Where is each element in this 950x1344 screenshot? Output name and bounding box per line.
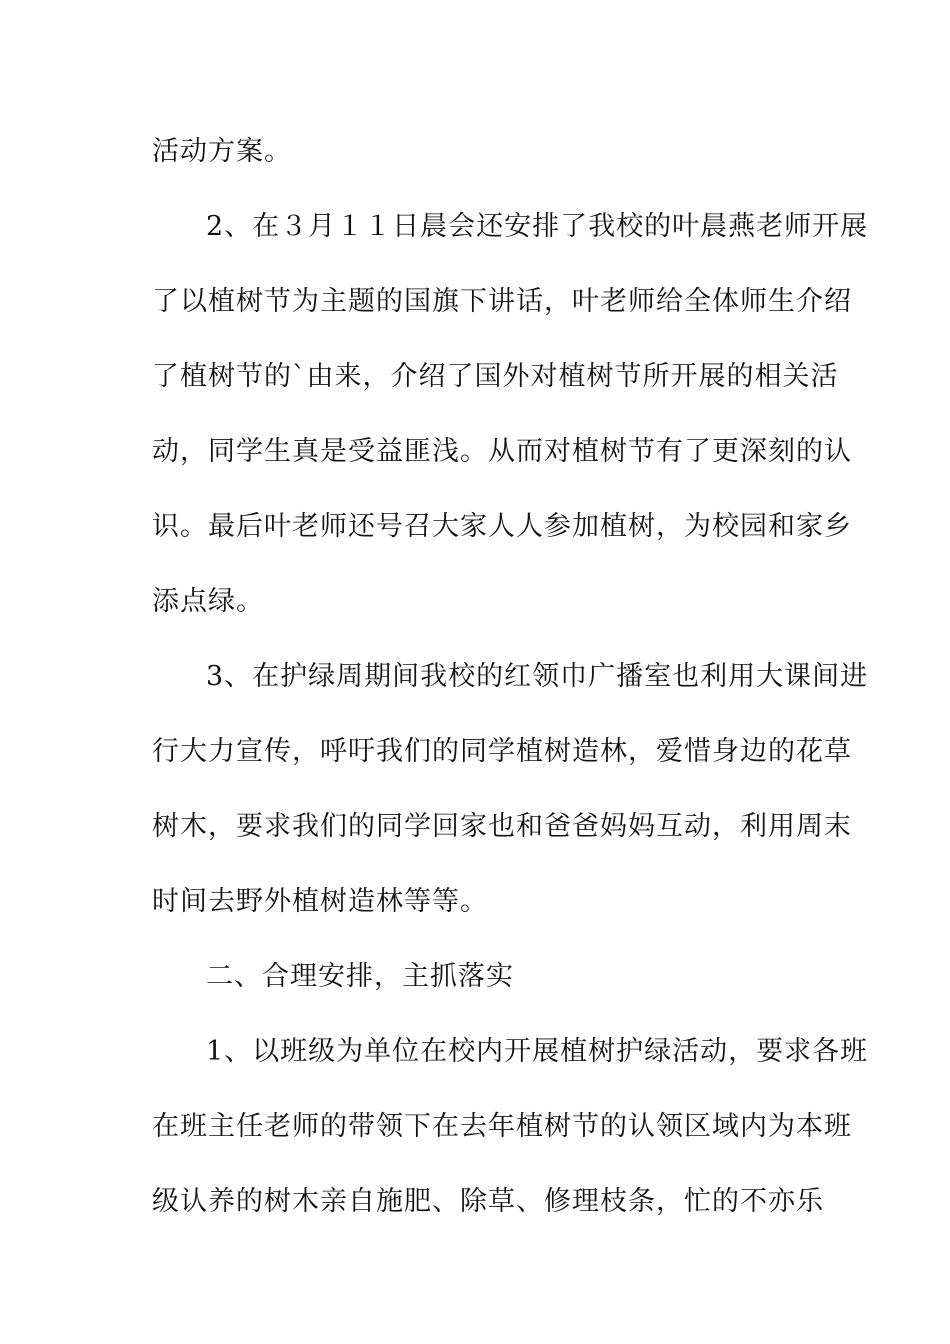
text-line-1: 活动方案。 bbox=[152, 136, 292, 167]
text-line-3: 了以植树节为主题的国旗下讲话，叶老师给全体师生介绍 bbox=[152, 286, 852, 317]
text-line-7: 添点绿。 bbox=[152, 586, 264, 617]
text-line-10: 树木，要求我们的同学回家也和爸爸妈妈互动，利用周末 bbox=[152, 811, 852, 842]
text-line-6: 识。最后叶老师还号召大家人人参加植树，为校园和家乡 bbox=[152, 511, 852, 542]
text-line-11: 时间去野外植树造林等等。 bbox=[152, 886, 488, 917]
text-line-5: 动，同学生真是受益匪浅。从而对植树节有了更深刻的认 bbox=[152, 436, 852, 467]
text-line-9: 行大力宣传，呼吁我们的同学植树造林，爱惜身边的花草 bbox=[152, 736, 852, 767]
text-line-2: 2、在３月１１日晨会还安排了我校的叶晨燕老师开展 bbox=[206, 211, 869, 242]
text-line-8: 3、在护绿周期间我校的红领巾广播室也利用大课间进 bbox=[206, 661, 869, 692]
text-line-15: 级认养的树木亲自施肥、除草、修理枝条，忙的不亦乐 bbox=[152, 1186, 824, 1217]
text-line-13: 1、以班级为单位在校内开展植树护绿活动，要求各班 bbox=[206, 1036, 869, 1067]
text-line-4: 了植树节的`由来，介绍了国外对植树节所开展的相关活 bbox=[152, 361, 839, 392]
text-line-14: 在班主任老师的带领下在去年植树节的认领区域内为本班 bbox=[152, 1111, 852, 1142]
section-heading: 二、合理安排，主抓落实 bbox=[206, 961, 514, 992]
